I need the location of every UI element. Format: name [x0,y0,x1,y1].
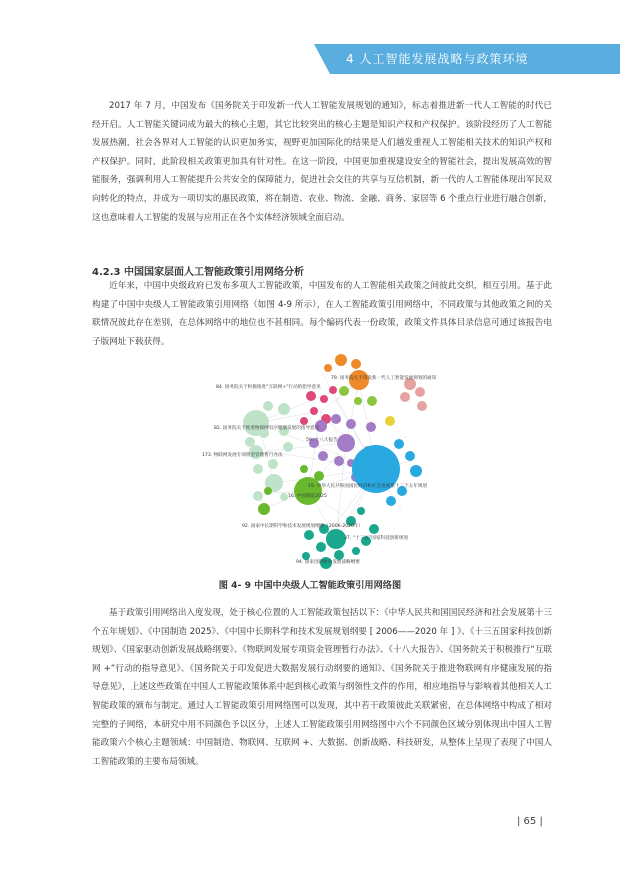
node-12a [415,387,425,397]
label-59: 59. 十八大报告 [306,438,338,443]
node-174 [339,386,349,396]
node-146 [253,491,263,501]
label-16: 16. 中国制造2025 [288,494,327,499]
paragraph-2: 近年来，中国中央级政府已发布多项人工智能政策，中国发布的人工智能相关政策之间彼此交织，相互引用。基于此构建了中国中央级人工智能政策引用网络（如图 4-9 所示），在人工智能政策引用网络中，不同政策与其他政策之间的关联情况彼此存在差别，在总体网络中的地位也不甚相同。每个编码代表一份政策，政策文件具体目录信息可通过该报告电子版网址下载获得。 [92,281,552,347]
nodes-orange [324,354,369,390]
node-94-top [335,354,347,366]
label-79: 79. 国务院关于印发新一代人工智能发展规划的通知 [331,376,436,381]
node-m3 [280,493,288,501]
node-u6 [334,456,344,466]
node-147 [268,459,278,469]
paragraph-1: 2017 年 7 月，中国发布《国务院关于印发新一代人工智能发展规划的通知》，标志着推进新一代人工智能的时代已经开启。人工智能关键词成为最大的核心主题，其它比较突出的核心主题是知识产权和产权保护。该阶段经历了人工智能发展热潮，社会各界对人工智能的认识更加务实，视野更加国际化的结果是人们越发重视人工智能相关技术的知识产权和产权保护。同时，此阶段相关政策更加具有针对性。在这一阶段，中国更加重视建设安全的智能社会，提出发展高效的智能服务，强调利用人工智能提升公共安全的保障能力，促进社会交往的共享与互信机制，新一代的人工智能体现出军民双向转化的特点，并成为一项切实的惠民政策，将在制造、农业、物流、金融、商务、家居等 6 个重点行业进行融合创新，这也意味着人工智能的发展与应用正在各个实体经济领域全面启动。 [92,101,552,223]
node-108 [351,359,361,369]
nodes-salmon [400,378,427,411]
node-172 [385,416,395,426]
page-number: | 65 | [517,816,543,827]
node-107 [324,364,332,372]
node-17 [410,465,422,477]
node-112 [380,457,388,465]
label-84: 84. 国务院关于积极推进“互联网+”行动的指导意见 [216,385,321,390]
node-37 [326,529,346,549]
node-34 [352,547,360,555]
nodes-yellow [385,416,395,426]
node-p4 [310,407,318,415]
node-177 [369,524,379,534]
network-labels [202,374,436,565]
node-185 [283,442,293,452]
node-u1 [331,414,341,424]
node-13 [400,392,410,402]
node-127 [357,507,365,515]
section-title: 4.2.3 中国国家层面人工智能政策引用网络分析 [92,267,304,278]
node-p1 [306,391,316,401]
node-113 [304,530,314,540]
node-p2 [320,395,328,403]
node-g3 [314,471,324,481]
label-92: 92. 国家中长期科学和技术发展规划纲要（2006-2020年） [242,524,364,529]
label-82: 82. 国务院关于推进物联网有序健康发展的指导意见 [214,426,320,431]
node-14 [264,487,272,495]
node-5 [367,396,377,406]
node-g2 [300,465,308,473]
node-93 [337,434,355,452]
policy-network-figure [196,351,436,573]
node-175 [302,552,310,560]
node-71 [394,439,404,449]
node-u2 [346,419,356,429]
nodes-green [258,465,324,515]
figure-caption: 图 4- 9 中国中央级人工智能政策引用网络图 [218,580,402,591]
label-173: 173. 物联网发展专项资金管理暂行办法 [202,453,283,458]
node-70 [334,550,344,560]
chapter-header [330,44,620,74]
node-b1 [386,496,396,506]
node-97 [366,422,376,432]
node-110 [258,503,270,515]
node-m2 [263,401,273,411]
label-94: 94. 国家创新驱动发展战略纲要 [296,560,360,565]
node-g1 [354,397,362,405]
node-12b [417,401,427,411]
node-16 [294,477,322,505]
label-19: 19. 中华人民共和国国民经济和社会发展第十三个五年规划 [308,484,428,489]
node-u5 [318,451,328,461]
node-41 [405,451,415,461]
nodes-blue [352,439,422,506]
label-37: 37. “十三五”国家科技创新规划 [344,536,409,541]
node-m1 [278,403,290,415]
node-p3 [329,386,337,394]
chapter-title: 4 人工智能发展战略与政策环境 [346,52,529,66]
node-p6 [300,417,308,425]
paragraph-3: 基于政策引用网络出入度发现，处于核心位置的人工智能政策包括以下：《中华人民共和国国民经济和社会发展第十三个五年规划》、《中国制造 2025》、《中国中长期科学和技术发展规划纲要 [ 2006——2020 年 ] 》、《十三五国家科技创新规划》、《国家驱动创新发展战略纲要》、《物联网发展专项资金管理暂行办法》、《十八大报告》、《国务院关于积极推行“互联网 +”行动的指导意见》、《国务院关于印发促进大数据发展行动纲要的通知》、《国务院关于推进物联网有序健康发展的指导意见》，上述这些政策在中国人工智能政策体系中起到核心政策与纲领性文件的作用，相应地指导与影响着其他相关人工智能政策的颁布与制定。通过人工智能政策引用网络图可以发现，其中若干政策彼此关联紧密，在总体网络中构成了相对完整的子网络，本研究中用不同颜色予以区分，上述人工智能政策引用网络图中六个不同颜色区域分别体现出中国人工智能政策六个核心主题领域：中国制造、物联网、互联网 +、大数据、创新战略、科技研发，从整体上呈现了表现了中国人工智能政策的主要布局领域。 [92,608,552,767]
network-graph [196,351,436,573]
node-171 [253,464,263,474]
node-92 [316,542,326,552]
